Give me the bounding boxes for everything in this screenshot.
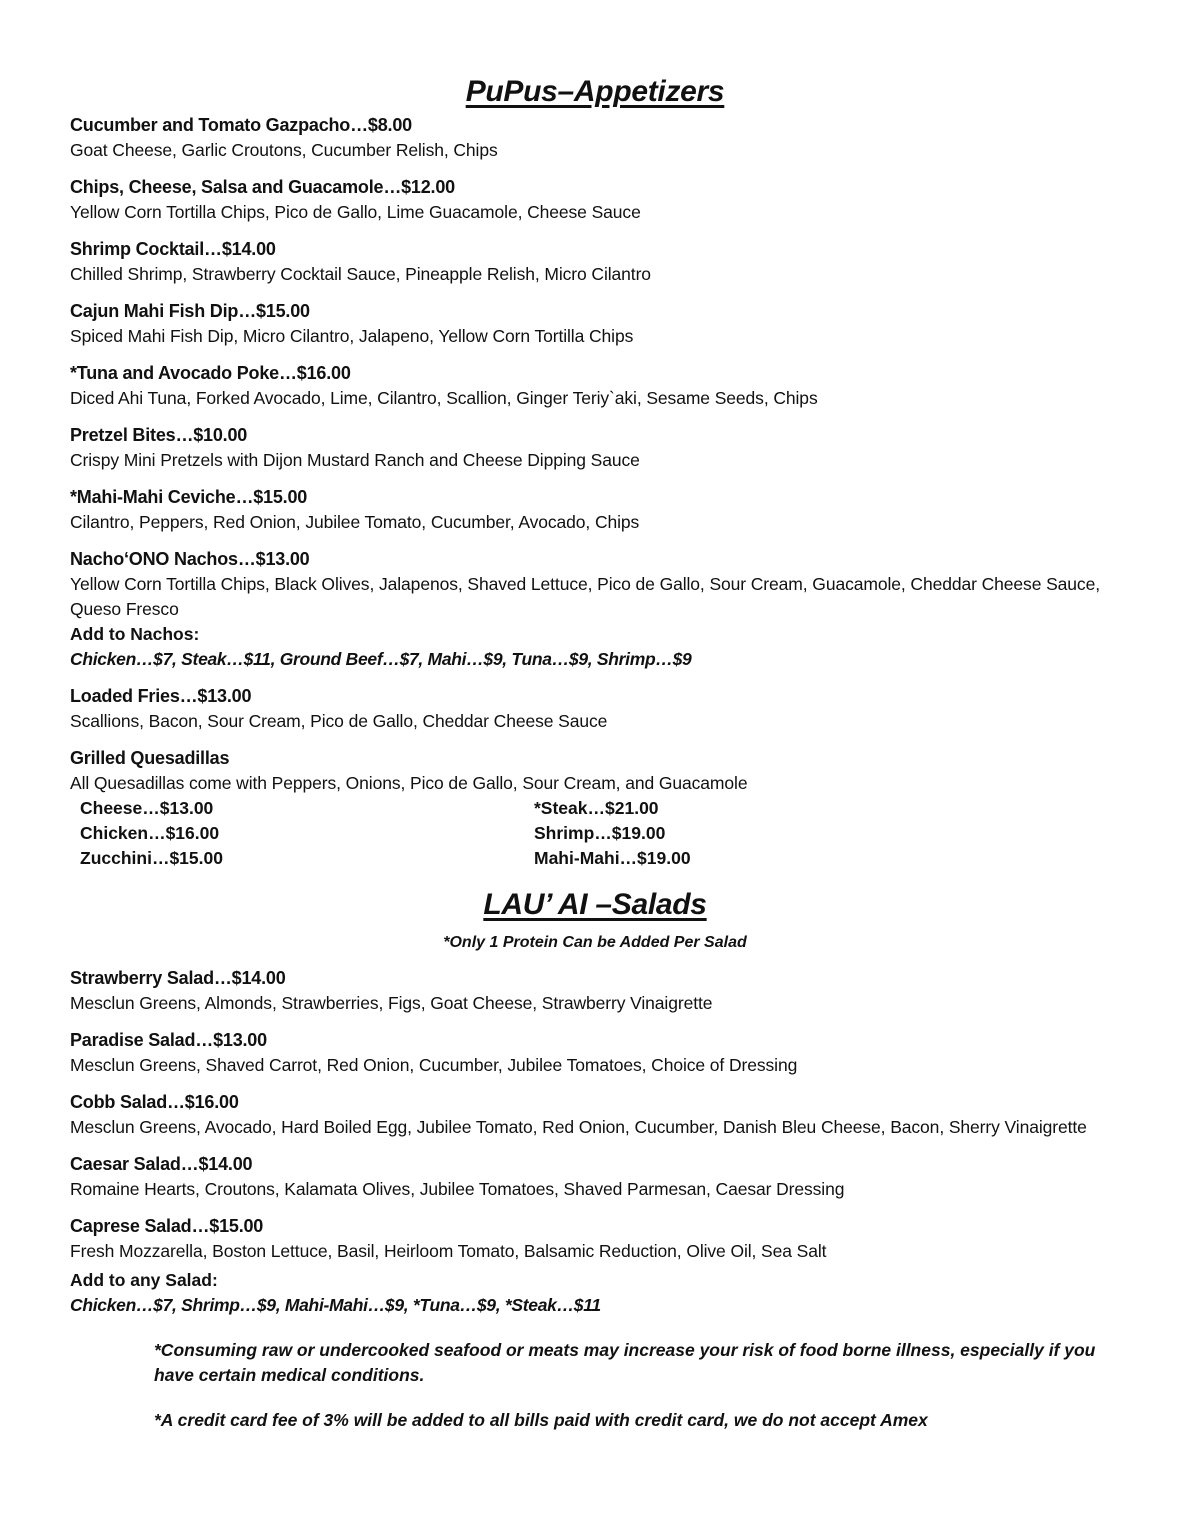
quesadilla-option: *Steak…$21.00 — [534, 798, 659, 818]
menu-item — [70, 422, 1120, 473]
menu-item — [70, 174, 1120, 225]
item-description: Cilantro, Peppers, Red Onion, Jubilee Tomato, Cucumber, Avocado, Chips — [70, 512, 640, 532]
quesadilla-option: Chicken…$16.00 — [80, 823, 220, 843]
item-title: Shrimp Cocktail…$14.00 — [70, 239, 276, 259]
item-description: Mesclun Greens, Shaved Carrot, Red Onion, Cucumber, Jubilee Tomatoes, Choice of Dressing — [70, 1055, 798, 1075]
menu-page — [70, 72, 1120, 1433]
menu-item — [70, 965, 1120, 1016]
item-description: Crispy Mini Pretzels with Dijon Mustard Ranch and Cheese Dipping Sauce — [70, 450, 640, 470]
item-title: Pretzel Bites…$10.00 — [70, 425, 248, 445]
quesadilla-option: Zucchini…$15.00 — [80, 848, 223, 868]
item-title: Caprese Salad…$15.00 — [70, 1216, 264, 1236]
item-title: Strawberry Salad…$14.00 — [70, 968, 286, 988]
salad-addon-heading: Add to any Salad: — [70, 1270, 218, 1290]
menu-item — [70, 484, 1120, 535]
item-title: Loaded Fries…$13.00 — [70, 686, 252, 706]
menu-item-quesadillas — [70, 745, 1120, 871]
menu-item — [70, 236, 1120, 287]
quesadilla-option: Cheese…$13.00 — [80, 798, 214, 818]
item-description: Goat Cheese, Garlic Croutons, Cucumber Relish, Chips — [70, 140, 498, 160]
item-description: Yellow Corn Tortilla Chips, Black Olives, Jalapenos, Shaved Lettuce, Pico de Gallo, Sour Cream, Guacamole, Cheddar Cheese Sauce, Queso Fresco — [70, 574, 1100, 619]
item-description: Yellow Corn Tortilla Chips, Pico de Gallo, Lime Guacamole, Cheese Sauce — [70, 202, 641, 222]
item-description: All Quesadillas come with Peppers, Onions, Pico de Gallo, Sour Cream, and Guacamole — [70, 773, 748, 793]
salad-protein-note: *Only 1 Protein Can be Added Per Salad — [443, 934, 747, 951]
salads-title: LAU’ AI –Salads — [483, 888, 707, 921]
item-description: Romaine Hearts, Croutons, Kalamata Olives, Jubilee Tomatoes, Shaved Parmesan, Caesar Dressing — [70, 1179, 845, 1199]
menu-item — [70, 1213, 1120, 1264]
menu-item-nachos — [70, 546, 1120, 672]
nachos-addon-heading: Add to Nachos: — [70, 624, 200, 644]
nachos-addon-options: Chicken…$7, Steak…$11, Ground Beef…$7, Mahi…$9, Tuna…$9, Shrimp…$9 — [70, 649, 692, 669]
item-title: Paradise Salad…$13.00 — [70, 1030, 267, 1050]
item-description: Mesclun Greens, Almonds, Strawberries, Figs, Goat Cheese, Strawberry Vinaigrette — [70, 993, 713, 1013]
menu-item-loaded-fries — [70, 683, 1120, 734]
raw-food-warning: *Consuming raw or undercooked seafood or meats may increase your risk of food borne illness, especially if you have certain medical conditions. — [154, 1340, 1096, 1385]
item-description: Mesclun Greens, Avocado, Hard Boiled Egg, Jubilee Tomato, Red Onion, Cucumber, Danish Bleu Cheese, Bacon, Sherry Vinaigrette — [70, 1117, 1087, 1137]
quesadilla-option: Mahi-Mahi…$19.00 — [534, 848, 691, 868]
item-title: *Mahi-Mahi Ceviche…$15.00 — [70, 487, 308, 507]
item-title: Chips, Cheese, Salsa and Guacamole…$12.00 — [70, 177, 455, 197]
item-title: Grilled Quesadillas — [70, 748, 230, 768]
quesadilla-option: Shrimp…$19.00 — [534, 823, 666, 843]
menu-item — [70, 298, 1120, 349]
menu-item — [70, 1151, 1120, 1202]
menu-item — [70, 1089, 1120, 1140]
salad-addon-options: Chicken…$7, Shrimp…$9, Mahi-Mahi…$9, *Tuna…$9, *Steak…$11 — [70, 1295, 601, 1315]
item-title: *Tuna and Avocado Poke…$16.00 — [70, 363, 351, 383]
item-description: Diced Ahi Tuna, Forked Avocado, Lime, Cilantro, Scallion, Ginger Teriy`aki, Sesame Seeds, Chips — [70, 388, 818, 408]
menu-item — [70, 360, 1120, 411]
quesadilla-options — [70, 796, 1120, 871]
item-description: Scallions, Bacon, Sour Cream, Pico de Gallo, Cheddar Cheese Sauce — [70, 711, 608, 731]
item-description: Spiced Mahi Fish Dip, Micro Cilantro, Jalapeno, Yellow Corn Tortilla Chips — [70, 326, 634, 346]
item-title: Caesar Salad…$14.00 — [70, 1154, 253, 1174]
appetizers-title: PuPus–Appetizers — [465, 75, 725, 108]
menu-item — [70, 112, 1120, 163]
item-title: Nacho‘ONO Nachos…$13.00 — [70, 549, 310, 569]
item-title: Cajun Mahi Fish Dip…$15.00 — [70, 301, 310, 321]
menu-item — [70, 1027, 1120, 1078]
item-description: Chilled Shrimp, Strawberry Cocktail Sauce, Pineapple Relish, Micro Cilantro — [70, 264, 651, 284]
item-description: Fresh Mozzarella, Boston Lettuce, Basil, Heirloom Tomato, Balsamic Reduction, Olive Oil, Sea Salt — [70, 1241, 827, 1261]
item-title: Cucumber and Tomato Gazpacho…$8.00 — [70, 115, 412, 135]
credit-card-notice: *A credit card fee of 3% will be added to all bills paid with credit card, we do not accept Amex — [154, 1410, 928, 1430]
item-title: Cobb Salad…$16.00 — [70, 1092, 239, 1112]
